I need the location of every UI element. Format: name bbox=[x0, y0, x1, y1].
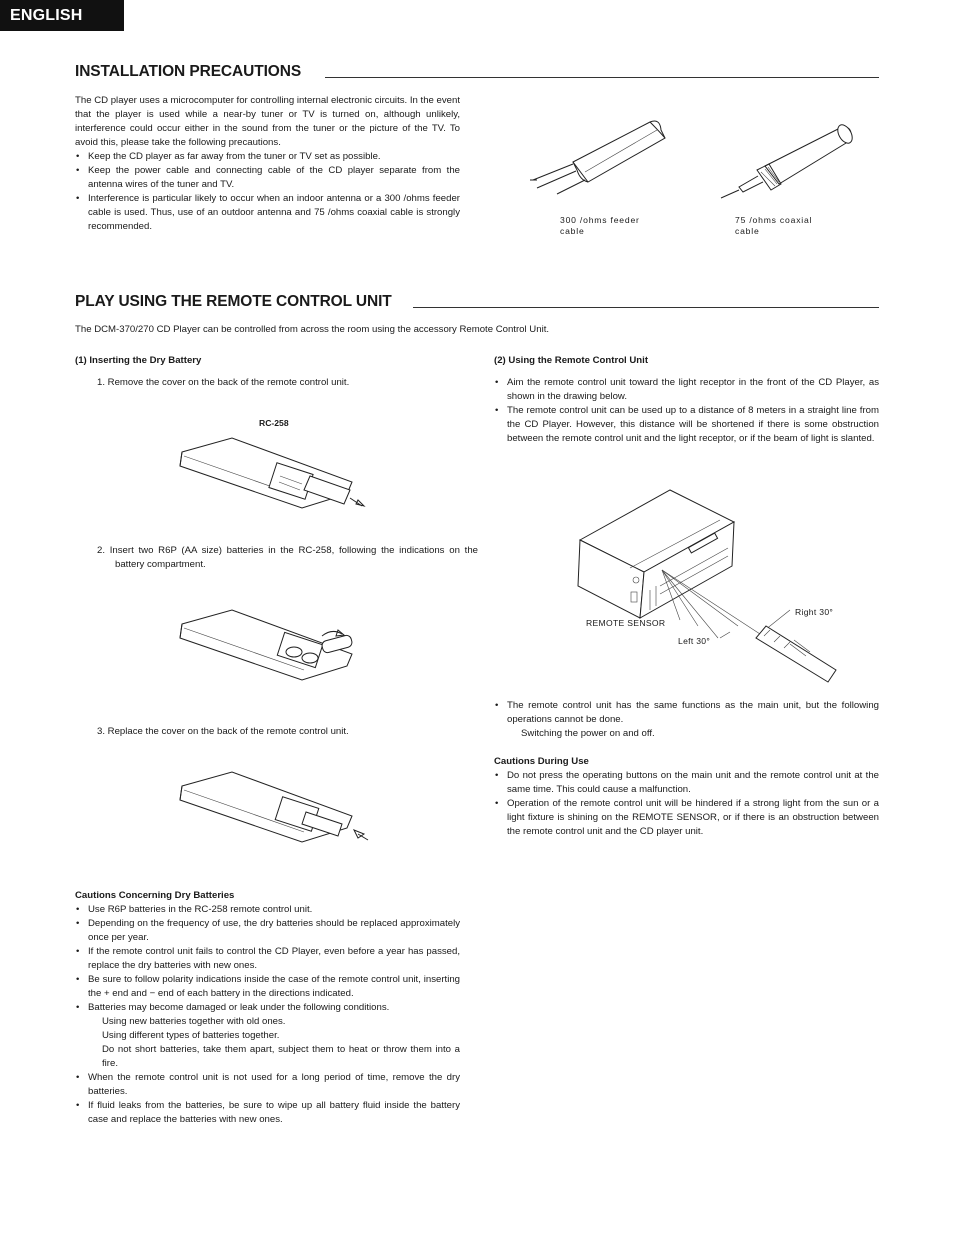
coaxial-cable-label: 75 /ohms coaxial cable bbox=[735, 215, 813, 236]
model-label: RC-258 bbox=[259, 418, 289, 428]
section2-note bbox=[494, 699, 879, 741]
right-30-label: Right 30° bbox=[795, 607, 834, 617]
list-item: • Batteries may become damaged or leak under the following conditions. bbox=[75, 1001, 460, 1015]
list-item: • The remote control unit has the same functions as the main unit, but the following operations cannot be done. bbox=[494, 699, 879, 727]
list-item: • Do not press the operating buttons on the main unit and the remote control unit at the same time. This could cause a malfunction. bbox=[494, 769, 879, 797]
feeder-cable-drawing bbox=[530, 121, 665, 194]
list-item: • Keep the power cable and connecting cable of the CD player separate from the antenna wires of the tuner and TV. bbox=[75, 164, 460, 192]
section1-heading: (1) Inserting the Dry Battery bbox=[75, 355, 202, 366]
remote-insert-illustration bbox=[172, 600, 372, 695]
list-item: • When the remote control unit is not used for a long period of time, remove the dry batteries. bbox=[75, 1071, 460, 1099]
step-1: 1. Remove the cover on the back of the remote control unit. bbox=[97, 377, 350, 388]
list-item: • Interference is particular likely to occur when an indoor antenna or a 300 /ohms feeder cable is used. Thus, use of an outdoor antenna and 75 /ohms coaxial cable is strongly recommended. bbox=[75, 192, 460, 234]
exception-item: Switching the power on and off. bbox=[521, 728, 655, 739]
condition-item: Using new batteries together with old ones. bbox=[102, 1016, 286, 1027]
remote-title: PLAY USING THE REMOTE CONTROL UNIT bbox=[75, 293, 392, 310]
condition-item: Do not short batteries, take them apart, subject them to heat or throw them into a fire. bbox=[102, 1044, 460, 1069]
use-cautions-heading: Cautions During Use bbox=[494, 756, 589, 767]
list-item: • Keep the CD player as far away from the tuner or TV set as possible. bbox=[75, 150, 460, 164]
cable-illustrations bbox=[525, 110, 865, 210]
list-item: • If fluid leaks from the batteries, be sure to wipe up all battery fluid inside the battery case and replace the batteries with new ones. bbox=[75, 1099, 460, 1127]
language-tab: ENGLISH bbox=[0, 0, 124, 31]
section2-heading: (2) Using the Remote Control Unit bbox=[494, 355, 649, 366]
title-rule bbox=[413, 307, 879, 308]
list-item: • Use R6P batteries in the RC-258 remote control unit. bbox=[75, 903, 460, 917]
installation-intro: The CD player uses a microcomputer for controlling internal electronic circuits. In the event that the player is used while a near-by tuner or TV is turned on, although unlikely, interference could occur either in the sound from the tuner or the picture of the TV. To avoid this, please take the following precautions. bbox=[75, 95, 460, 148]
battery-cautions-heading: Cautions Concerning Dry Batteries bbox=[75, 890, 235, 901]
installation-title: INSTALLATION PRECAUTIONS bbox=[75, 63, 302, 80]
feeder-cable-label: 300 /ohms feeder cable bbox=[560, 215, 640, 236]
step-2: 2. Insert two R6P (AA size) batteries in the RC-258, following the indications on the battery compartment. bbox=[97, 545, 478, 570]
section2-text bbox=[494, 376, 879, 446]
installation-text bbox=[75, 94, 460, 234]
use-cautions bbox=[494, 769, 879, 839]
coaxial-cable-drawing bbox=[721, 122, 855, 198]
remote-intro: The DCM-370/270 CD Player can be controlled from across the room using the accessory Remote Control Unit. bbox=[75, 324, 550, 335]
title-rule bbox=[325, 77, 879, 78]
list-item: • Be sure to follow polarity indications inside the case of the remote control unit, inserting the + end and − end of each battery in the directions indicated. bbox=[75, 973, 460, 1001]
list-item: • Aim the remote control unit toward the light receptor in the front of the CD Player, as shown in the drawing below. bbox=[494, 376, 879, 404]
list-item: • If the remote control unit fails to control the CD Player, even before a year has passed, replace the dry batteries with new ones. bbox=[75, 945, 460, 973]
remote-close-illustration bbox=[172, 768, 372, 858]
remote-sensor-label: REMOTE SENSOR bbox=[586, 618, 666, 628]
remote-open-illustration bbox=[172, 432, 372, 522]
battery-cautions bbox=[75, 903, 460, 1127]
list-item: • Depending on the frequency of use, the dry batteries should be replaced approximately once per year. bbox=[75, 917, 460, 945]
left-30-label: Left 30° bbox=[678, 636, 711, 646]
list-item: • Operation of the remote control unit will be hindered if a strong light from the sun or a light fixture is shining on the REMOTE SENSOR, or if there is an obstruction between the remote control unit and the CD player unit. bbox=[494, 797, 879, 839]
condition-item: Using different types of batteries together. bbox=[102, 1030, 280, 1041]
cd-player-diagram bbox=[570, 486, 850, 686]
list-item: • The remote control unit can be used up to a distance of 8 meters in a straight line from the CD Player. However, this distance will be shortened if there is some obstruction between the remote control unit and the light receptor, or if the beam of light is slanted. bbox=[494, 404, 879, 446]
step-3: 3. Replace the cover on the back of the remote control unit. bbox=[97, 726, 349, 737]
